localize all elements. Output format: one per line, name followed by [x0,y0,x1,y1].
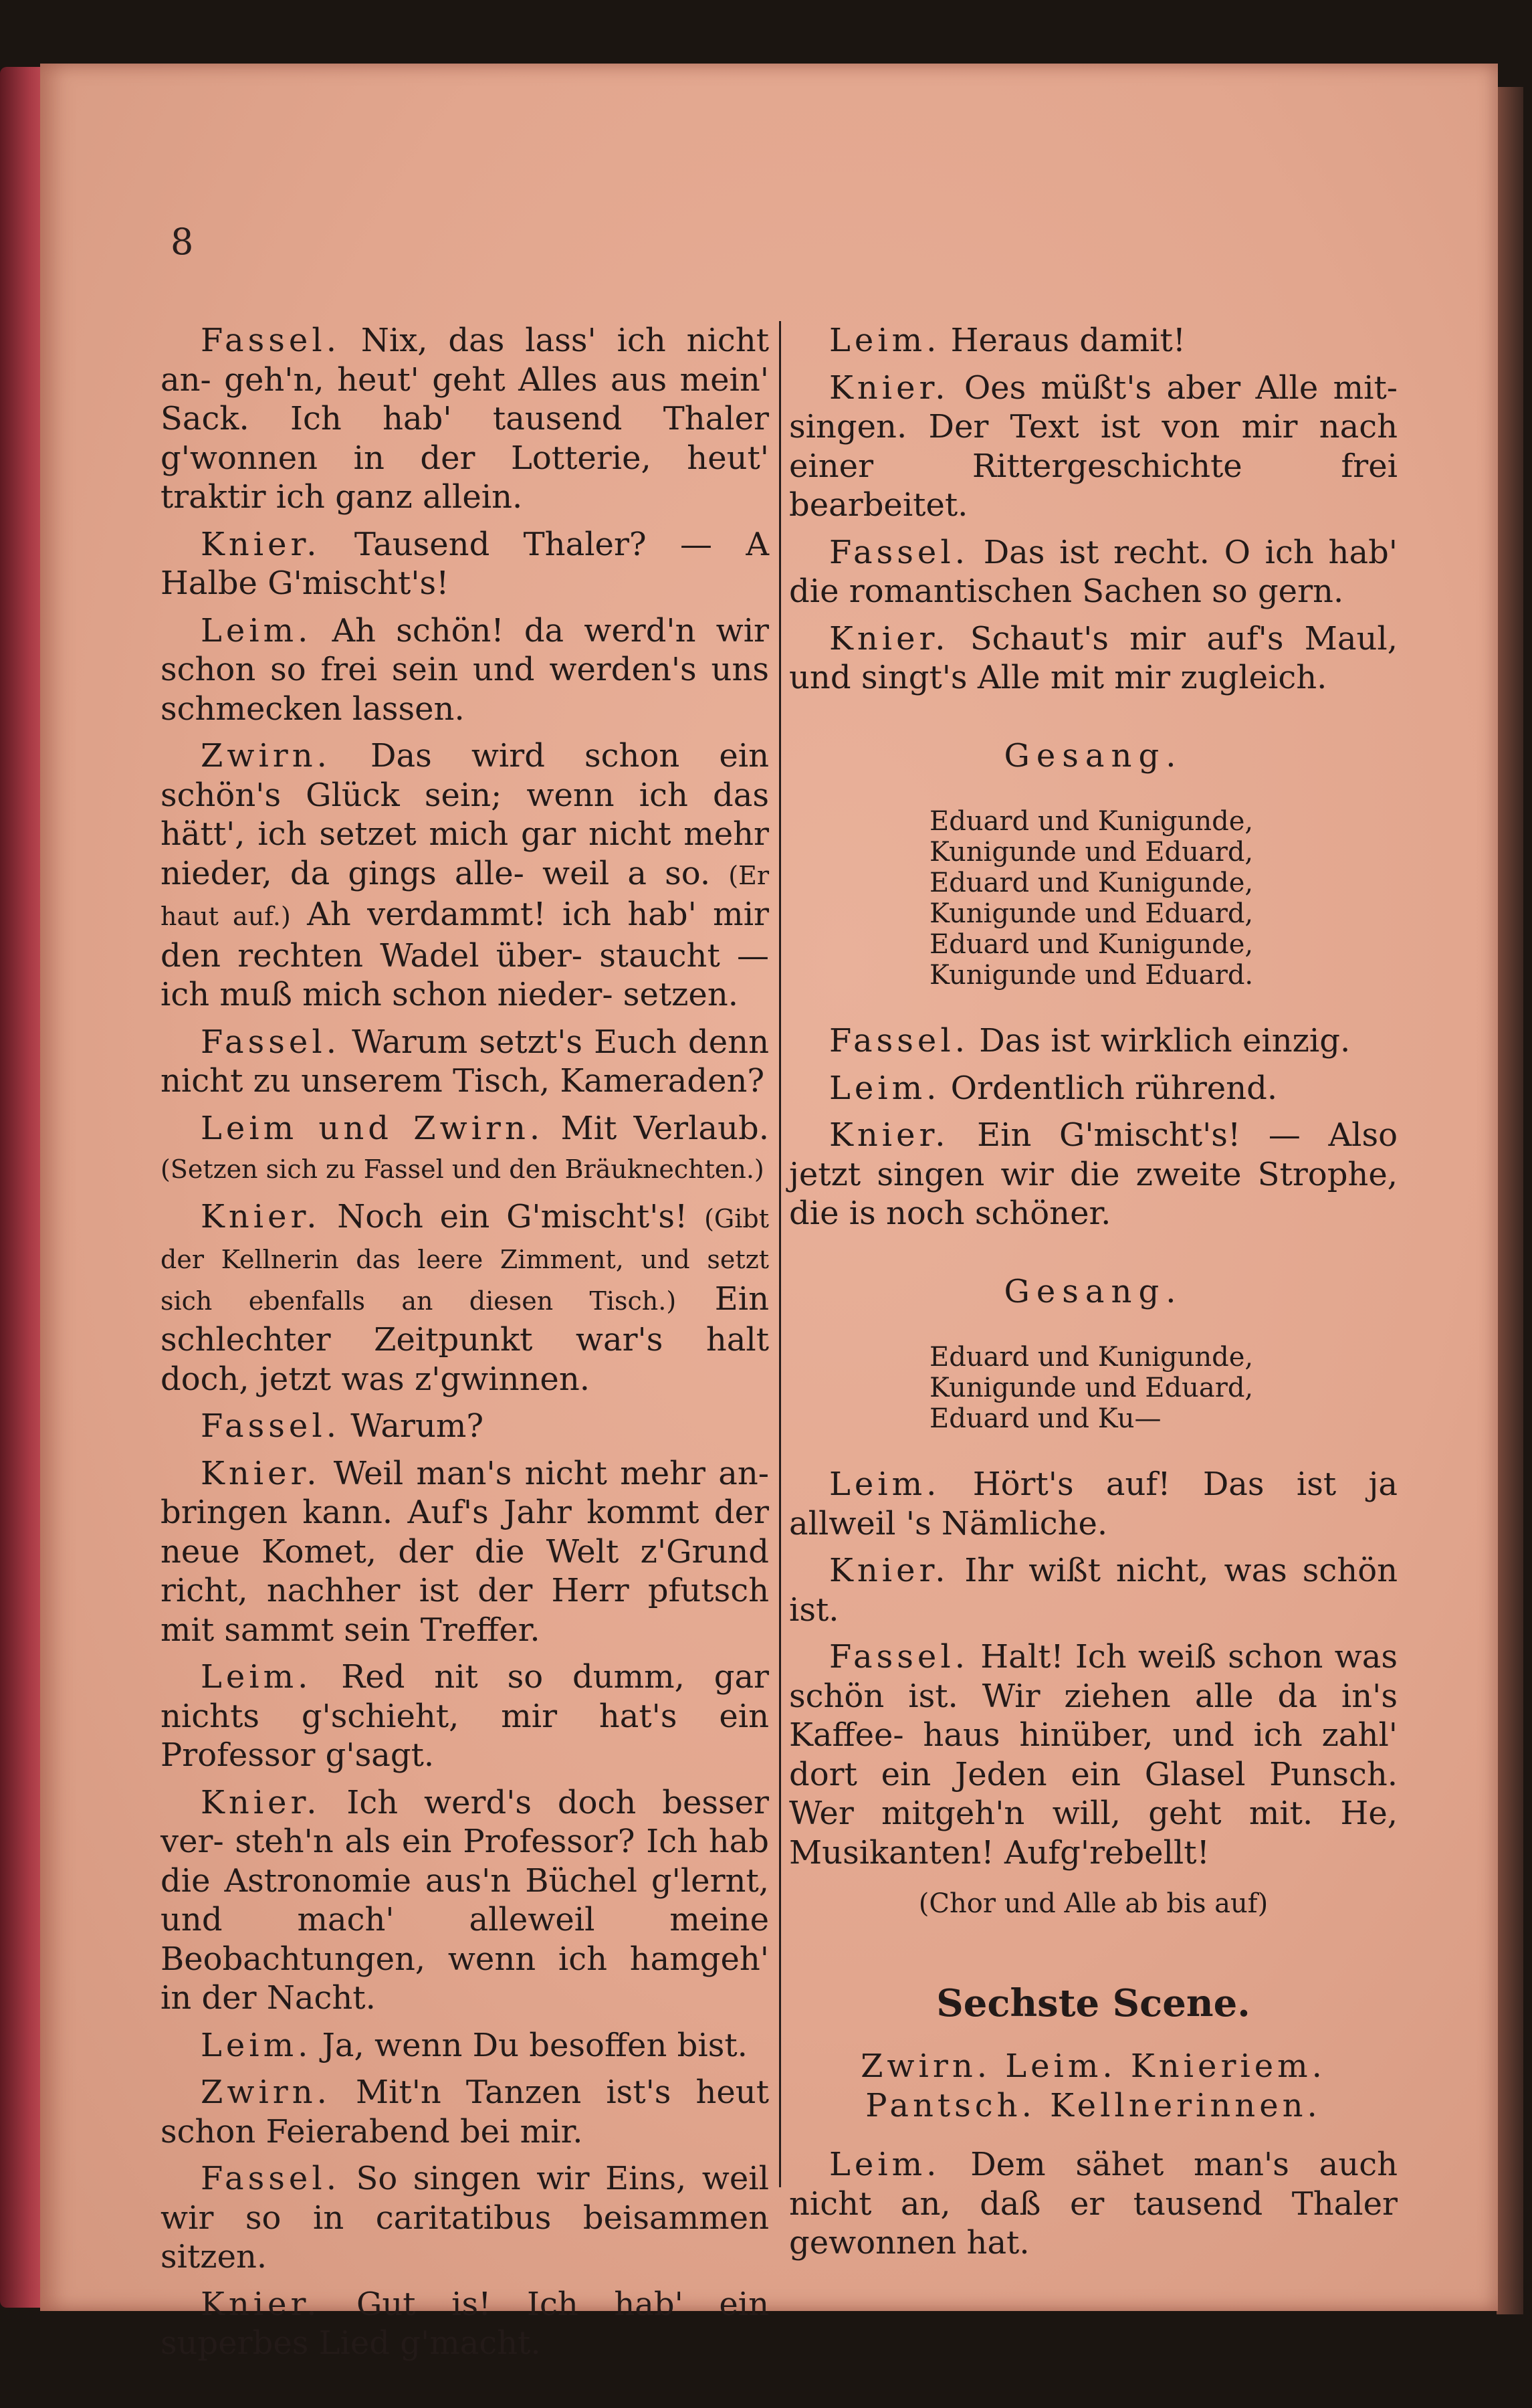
speech [160,1109,769,1189]
speech [789,533,1398,611]
speech [160,525,769,603]
speech [789,1551,1398,1629]
speaker: Knier. [829,1552,950,1589]
song-line: Kunigunde und Eduard, [929,898,1254,929]
speaker: Leim und Zwirn. [201,1109,544,1147]
speaker: Knier. [201,525,321,563]
speech [160,1023,769,1101]
speech [160,2285,769,2363]
speech-text: Oes müßt's aber Alle mit- singen. Der Text ist von mir nach einer Rittergeschichte frei bearbeitet. [789,369,1398,524]
speech-text: Mit'n Tanzen ist's heut schon Feierabend bei mir. [160,2074,769,2150]
speech-text: Hört's auf! Das ist ja allweil 's Nämliche. [789,1466,1398,1542]
book-edge-right [1497,87,1523,2314]
speech [789,1021,1398,1061]
speech-text: Ein G'mischt's! — Also jetzt singen wir die zweite Strophe, die is noch schöner. [789,1116,1398,1232]
speaker: Zwirn. [201,2074,331,2111]
stage-direction: (Gibt der Kellnerin das leere Zimment, und setzt sich ebenfalls an diesen Tisch.) [160,1203,769,1316]
speaker: Leim. [829,1466,941,1503]
speech [789,1116,1398,1233]
speaker: Fassel. [829,533,969,571]
speech [160,321,769,517]
scene-heading: Sechste Scene. [936,1981,1250,2025]
speech [789,1069,1398,1108]
speech-text: Ein schlechter Zeitpunkt war's halt doch, jetzt was z'gwinnen. [160,1280,769,1398]
song-verse [789,1342,1398,1434]
speaker: Knier. [829,369,950,407]
cast-list: Zwirn. Leim. Knieriem. Pantsch. Kellnerinnen. [861,2047,1326,2124]
speech [160,1658,769,1775]
speaker: Leim. [201,611,312,649]
speech-text: Das ist wirklich einzig. [979,1022,1351,1060]
speaker: Knier. [829,1116,950,1154]
speaker: Fassel. [201,2160,340,2197]
speech-text: Gut is! Ich hab' ein superbes Lied g'macht. [160,2285,770,2362]
speech-text: Weil man's nicht mehr an- bringen kann. Auf's Jahr kommt der neue Komet, der die Welt z'Grund richt, nachher ist der Herr pfutsch mit sammt sein Treffer. [160,1454,769,1649]
speech-text: Nix, das lass' ich nicht an- geh'n, heut' geht Alles aus mein' Sack. Ich hab' tausend Thaler g'wonnen in der Lotterie, heut' traktir ich ganz allein. [160,322,769,516]
speaker: Leim. [201,1658,312,1696]
speech-text: Noch ein G'mischt's! [337,1197,688,1235]
speech [160,1407,769,1446]
speech-text: Ihr wißt nicht, was schön ist. [789,1552,1398,1629]
song-line: Eduard und Ku— [929,1403,1162,1434]
speech-text: Ah verdammt! ich hab' mir den rechten Wadel über- staucht — ich muß mich schon nieder- setzen. [160,896,769,1013]
column-divider [779,321,781,2187]
speaker: Leim. [829,2146,941,2183]
speaker: Knier. [201,1454,321,1492]
speech-text: So singen wir Eins, weil wir so in caritatibus beisammen sitzen. [160,2160,769,2276]
speech-text: Red nit so dumm, gar nichts g'schieht, mir hat's ein Professor g'sagt. [160,1658,770,1774]
song-line: Eduard und Kunigunde, [929,806,1254,837]
song-line: Kunigunde und Eduard, [929,837,1254,868]
speech [789,1637,1398,1872]
speech-text: Ja, wenn Du besoffen bist. [322,2026,748,2064]
speech [789,1465,1398,1543]
speaker: Knier. [201,1197,321,1235]
left-column [160,321,769,2371]
speaker: Fassel. [201,322,340,359]
speech [789,619,1398,698]
speech-text: Warum? [350,1407,484,1445]
speech [160,1454,769,1650]
right-column [789,321,1398,2271]
speaker: Fassel. [201,1023,340,1061]
speech [789,369,1398,525]
song-heading: Gesang. [1004,736,1183,775]
speaker: Knier. [829,619,950,658]
speech [160,736,769,1015]
speech-text: Dem sähet man's auch nicht an, daß er tausend Thaler gewonnen hat. [789,2146,1398,2262]
speech-text: Warum setzt's Euch denn nicht zu unserem Tisch, Kameraden? [160,1023,769,1100]
speech [160,2073,769,2151]
song-line: Eduard und Kunigunde, [929,929,1254,960]
stage-direction: (Setzen sich zu Fassel und den Bräuknechten.) [160,1155,764,1184]
speech-text: Ah schön! da werd'n wir schon so frei sein und werden's uns schmecken lassen. [160,611,770,728]
song-verse [789,806,1398,991]
speech-text: Das ist recht. O ich hab' die romantischen Sachen so gern. [789,533,1398,610]
speaker: Zwirn. [201,737,331,775]
speech-text: Tausend Thaler? — A Halbe G'mischt's! [160,525,769,602]
song-line: Eduard und Kunigunde, [929,868,1254,898]
speech [160,1197,769,1399]
speech-text: Ich werd's doch besser ver- steh'n als ein Professor? Ich hab die Astronomie aus'n Büchel g'lernt, und mach' alleweil meine Beobachtungen, wenn ich hamgeh' in der Nacht. [160,1783,769,2017]
speech-text: Schaut's mir auf's Maul, und singt's Alle mit mir zugleich. [789,619,1398,696]
speaker: Fassel. [829,1638,969,1676]
speech-text: Mit Verlaub. [560,1109,769,1147]
speaker: Knier. [201,2285,321,2323]
song-line: Kunigunde und Eduard, [929,1373,1254,1403]
speech [160,1783,769,2018]
page-number: 8 [171,221,194,263]
speaker: Fassel. [201,1407,340,1445]
speech [160,611,769,729]
speech [789,321,1398,361]
speaker: Leim. [829,322,941,359]
stage-direction: (Chor und Alle ab bis auf) [918,1888,1269,1919]
speaker: Knier. [201,1783,321,1821]
stage-direction: (Er haut auf.) [160,860,769,931]
speaker: Leim. [201,2026,312,2064]
speech-text: Heraus damit! [950,322,1186,359]
song-line: Eduard und Kunigunde, [929,1342,1254,1373]
speech [789,2145,1398,2263]
speech [160,2159,769,2277]
speech-text: Halt! Ich weiß schon was schön ist. Wir ziehen alle da in's Kaffee- haus hinüber, und ich zahl' dort ein Jeden ein Glasel Punsch. Wer mitgeh'n will, geht mit. He, Musikanten! Aufg'rebellt! [789,1638,1398,1872]
song-line: Kunigunde und Eduard. [929,960,1254,991]
speech-text: Das wird schon ein schön's Glück sein; wenn ich das hätt', ich setzet mich gar nicht mehr nieder, da gings alle- weil a so. [160,737,770,892]
speech [160,2026,769,2066]
speech-text: Ordentlich rührend. [950,1069,1278,1107]
song-heading: Gesang. [1004,1272,1183,1310]
speaker: Fassel. [829,1022,969,1060]
speaker: Leim. [829,1069,941,1107]
